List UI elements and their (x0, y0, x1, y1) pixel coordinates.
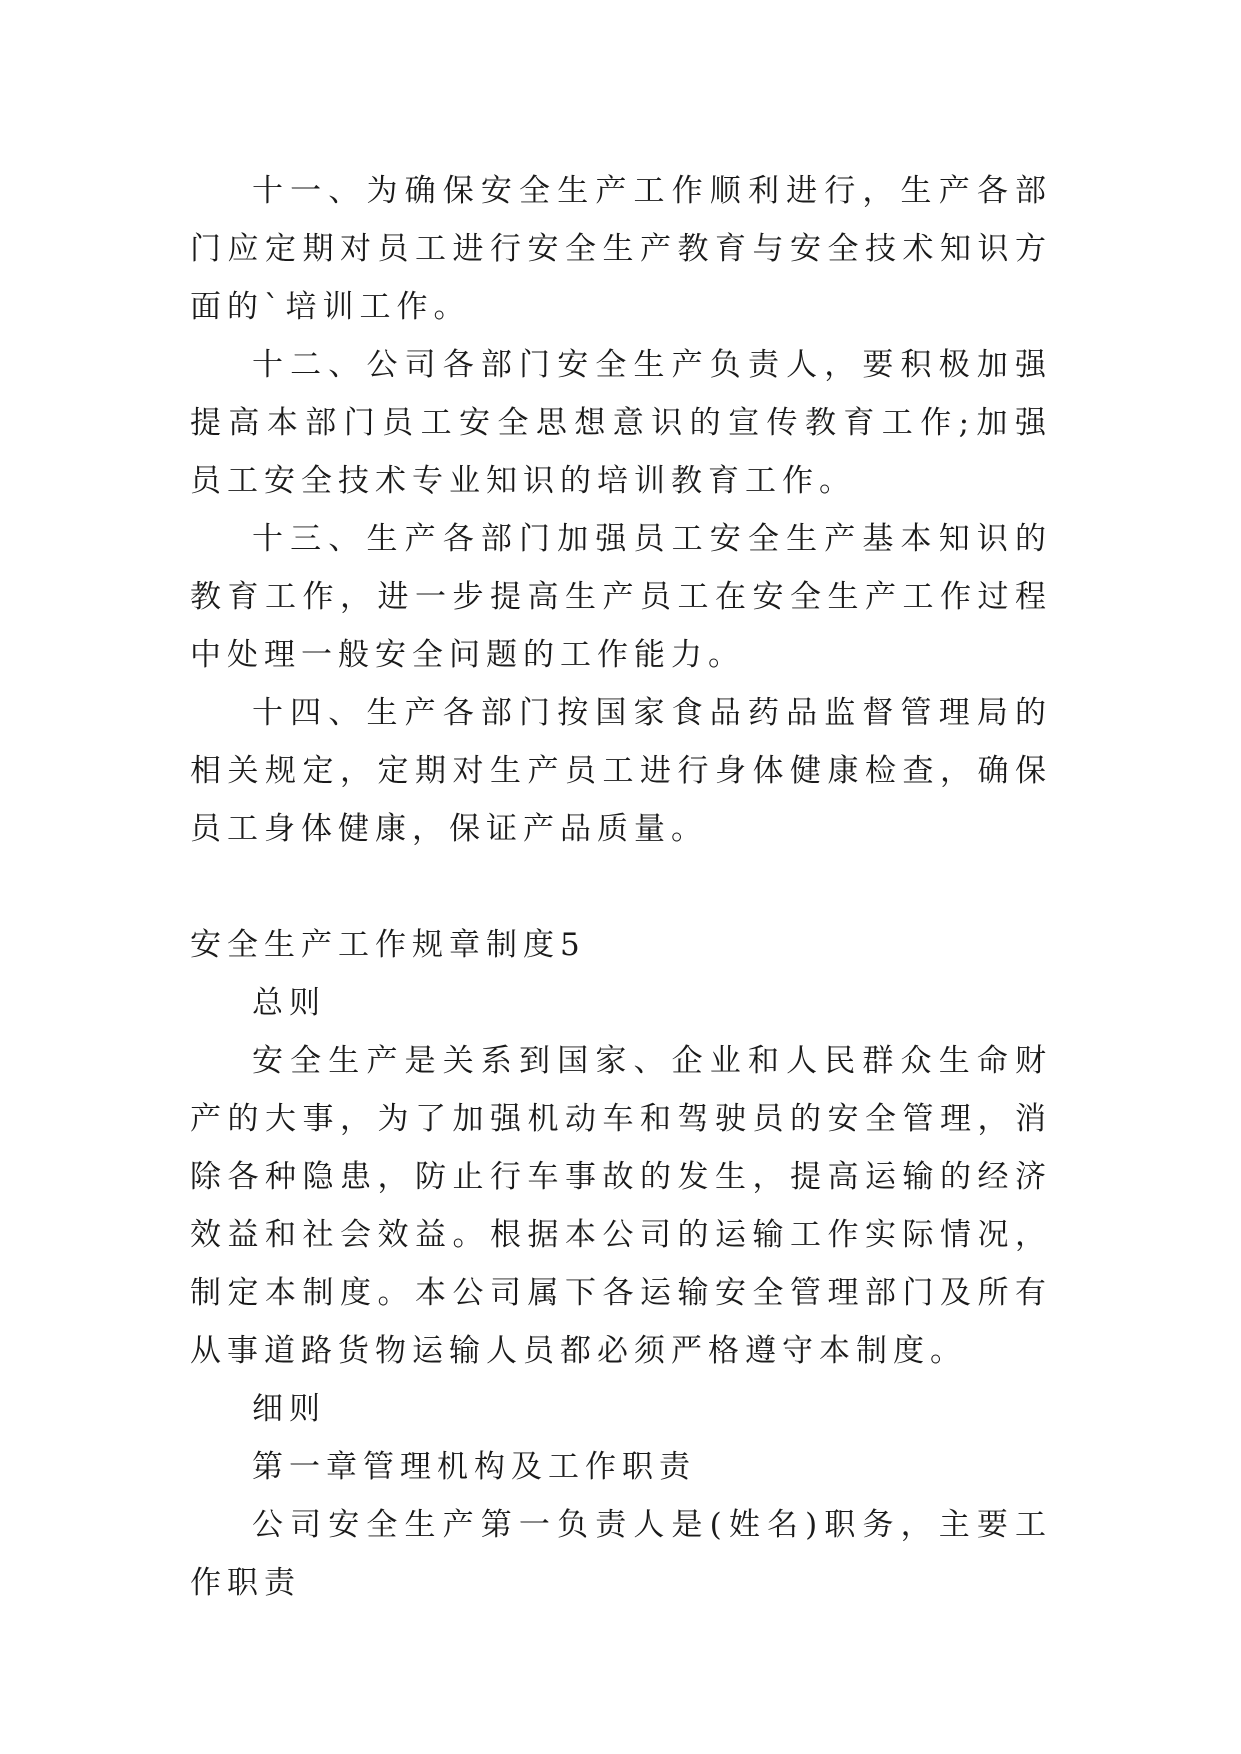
paragraph-chapter-one: 公司安全生产第一负责人是(姓名)职务，主要工作职责 (190, 1507, 1052, 1601)
section-spacer (190, 858, 1052, 916)
document-body (190, 162, 1052, 1612)
paragraph-item-12: 十二、公司各部门安全生产负责人，要积极加强提高本部门员工安全思想意识的宣传教育工作;加强员工安全技术专业知识的培训教育工作。 (190, 347, 1052, 499)
paragraph-item-13: 十三、生产各部门加强员工安全生产基本知识的教育工作，进一步提高生产员工在安全生产工作过程中处理一般安全问题的工作能力。 (190, 521, 1052, 673)
heading-detailed-rules: 细则 (252, 1391, 326, 1427)
heading-general-principles: 总则 (252, 985, 326, 1021)
section-title: 安全生产工作规章制度5 (190, 927, 586, 963)
paragraph-item-14: 十四、生产各部门按国家食品药品监督管理局的相关规定，定期对生产员工进行身体健康检查，确保员工身体健康，保证产品质量。 (190, 695, 1052, 847)
heading-chapter-one: 第一章管理机构及工作职责 (252, 1449, 696, 1485)
paragraph-item-11: 十一、为确保安全生产工作顺利进行，生产各部门应定期对员工进行安全生产教育与安全技术知识方面的`培训工作。 (190, 173, 1052, 325)
paragraph-general-principles: 安全生产是关系到国家、企业和人民群众生命财产的大事，为了加强机动车和驾驶员的安全管理，消除各种隐患，防止行车事故的发生，提高运输的经济效益和社会效益。根据本公司的运输工作实际情况，制定本制度。本公司属下各运输安全管理部门及所有从事道路货物运输人员都必须严格遵守本制度。 (190, 1043, 1052, 1369)
